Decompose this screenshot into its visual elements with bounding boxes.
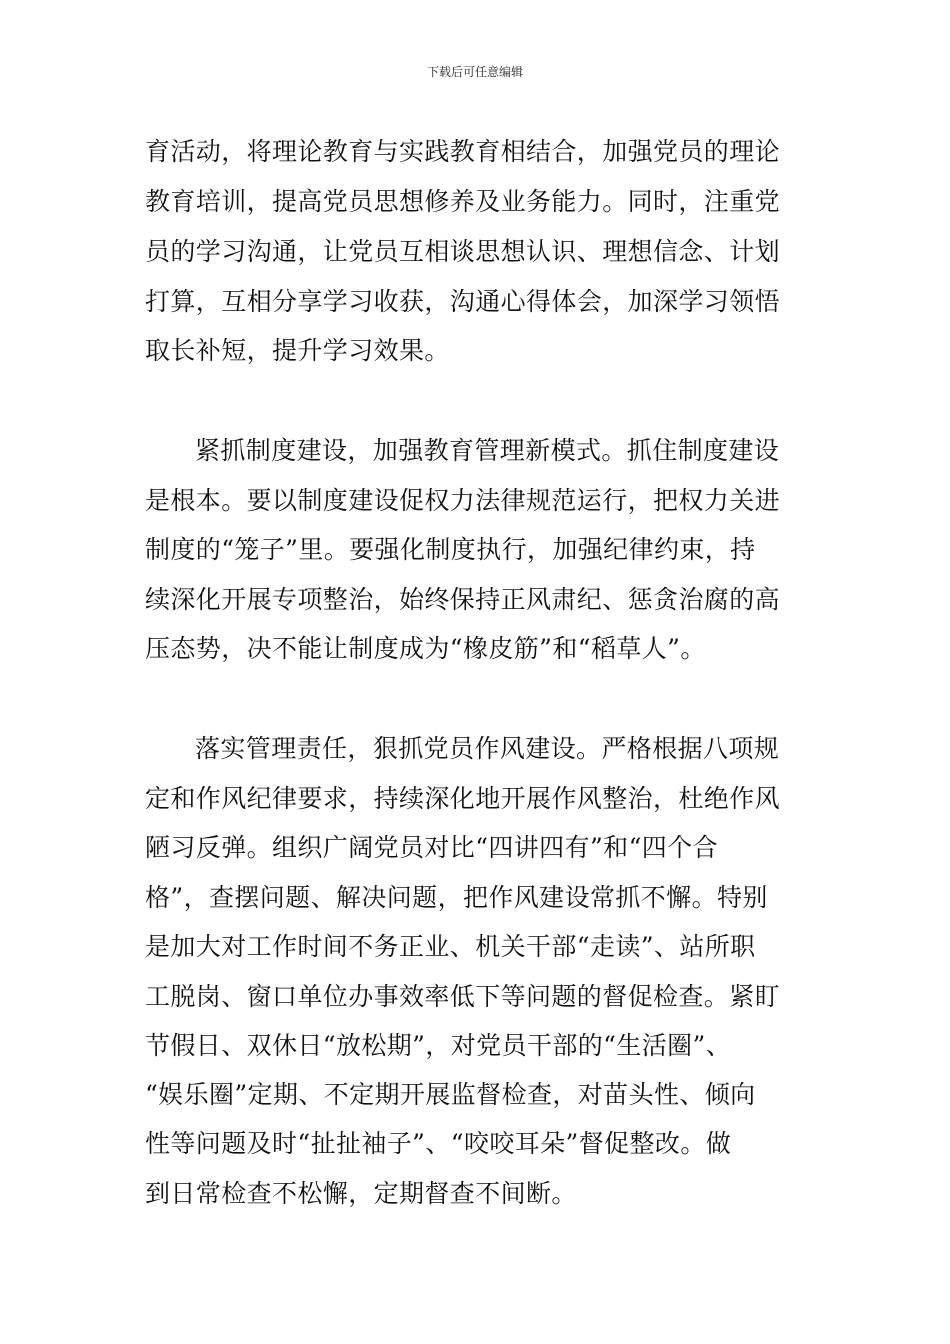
paragraph-3-line-3: 陋习反弹。组织广阔党员对比“四讲四有”和“四个合 xyxy=(145,833,718,862)
paragraph-1-line-5: 取长补短，提升学习效果。 xyxy=(145,336,450,365)
paragraph-2-line-2: 是根本。要以制度建设促权力法律规范运行，把权力关进 xyxy=(145,486,781,515)
paragraph-3-line-6: 工脱岗、窗口单位办事效率低下等问题的督促检查。紧盯 xyxy=(145,982,781,1011)
paragraph-1-line-4: 打算，互相分享学习收获，沟通心得体会，加深学习领悟 xyxy=(145,287,781,316)
paragraph-3-line-10: 到日常检查不松懈，定期督查不间断。 xyxy=(145,1179,577,1208)
paragraph-2-line-1: 紧抓制度建设，加强教育管理新模式。抓住制度建设 xyxy=(195,436,780,465)
paragraph-2-line-4: 续深化开展专项整治，始终保持正风肃纪、惩贪治腐的高 xyxy=(145,585,781,614)
paragraph-3-line-1: 落实管理责任，狠抓党员作风建设。严格根据八项规 xyxy=(195,734,780,763)
paragraph-1-line-1: 育活动，将理论教育与实践教育相结合，加强党员的理论 xyxy=(145,137,781,166)
paragraph-3-line-9: 性等问题及时“扯扯袖子”、“咬咬耳朵”督促整改。做 xyxy=(145,1129,732,1158)
paragraph-3-line-7: 节假日、双休日“放松期”，对党员干部的“生活圈”、 xyxy=(145,1031,732,1060)
paragraph-3-line-5: 是加大对工作时间不务正业、机关干部“走读”、站所职 xyxy=(145,932,756,961)
page-header: 下载后可任意编辑 xyxy=(426,65,523,79)
paragraph-3-line-2: 定和作风纪律要求，持续深化地开展作风整治，杜绝作风 xyxy=(145,784,781,813)
paragraph-2-line-5: 压态势，决不能让制度成为“橡皮筋”和“稻草人”。 xyxy=(145,634,706,663)
paragraph-1-line-2: 教育培训，提高党员思想修养及业务能力。同时，注重党 xyxy=(145,187,781,216)
paragraph-1-line-3: 员的学习沟通，让党员互相谈思想认识、理想信念、计划 xyxy=(145,237,781,266)
paragraph-3-line-8: “娱乐圈”定期、不定期开展监督检查，对苗头性、倾向 xyxy=(145,1080,756,1109)
paragraph-2-line-3: 制度的“笼子”里。要强化制度执行，加强纪律约束，持 xyxy=(145,535,756,564)
paragraph-3-line-4: 格”，查摆问题、解决问题，把作风建设常抓不懈。特别 xyxy=(145,883,768,912)
